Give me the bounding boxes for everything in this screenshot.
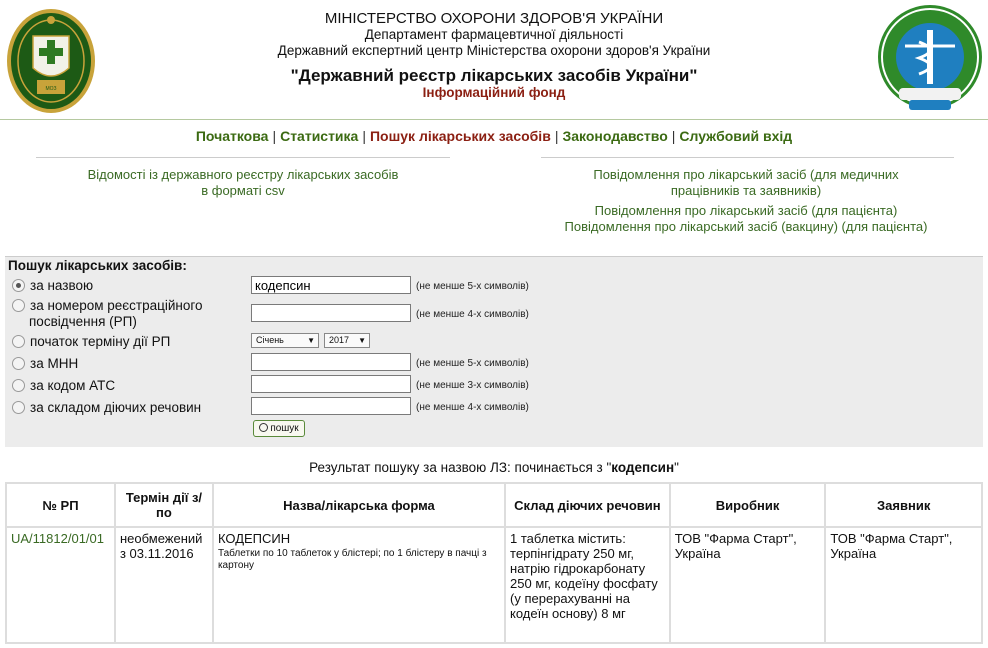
radio-by-atc-dot[interactable] (12, 379, 25, 392)
radio-by-start-date-dot[interactable] (12, 335, 25, 348)
nav-drug-search[interactable]: Пошук лікарських засобів (369, 128, 551, 144)
radio-by-ingredients[interactable] (12, 400, 201, 415)
header-rp: № РП (6, 483, 115, 527)
inn-hint: (не менше 5-х символів) (416, 358, 529, 369)
nav-legislation[interactable]: Законодавство (562, 128, 668, 144)
result-caption-query: кодепсин (611, 460, 675, 475)
ingredients-input[interactable] (251, 397, 411, 415)
year-select[interactable] (324, 333, 370, 348)
nav-statistics[interactable]: Статистика (280, 128, 359, 144)
notice-patient-link[interactable]: Повідомлення про лікарський засіб (для пацієнта) (594, 203, 898, 218)
csv-link[interactable] (36, 167, 450, 199)
main-nav: Початкова | Статистика | Пошук лікарських засобів | Законодавство | Службовий вхід (195, 128, 793, 144)
links-divider-left (36, 157, 450, 158)
svg-text:МОЗ: МОЗ (45, 86, 57, 92)
year-select-value: 2017 (329, 335, 350, 345)
radio-by-atc[interactable] (12, 378, 115, 393)
radio-by-registration-label2: посвідчення (РП) (29, 314, 137, 329)
csv-link-line2[interactable]: в форматі csv (201, 183, 285, 198)
name-input[interactable] (251, 276, 411, 294)
chevron-down-icon: ▼ (307, 336, 315, 345)
cell-applicant: ТОВ "Фарма Старт", Україна (825, 527, 982, 643)
result-caption-prefix: Результат пошуку за назвою ЛЗ: починається з " (309, 460, 612, 475)
registry-title: "Державний реєстр лікарських засобів України" (290, 66, 698, 85)
atc-input[interactable] (251, 375, 411, 393)
department-title: Департамент фармацевтичної діяльності (364, 27, 624, 42)
radio-by-name[interactable] (12, 278, 93, 293)
radio-by-registration[interactable] (12, 298, 202, 330)
radio-by-name-dot[interactable] (12, 279, 25, 292)
header-name: Назва/лікарська форма (213, 483, 505, 527)
header-composition: Склад діючих речовин (505, 483, 670, 527)
cell-manufacturer: ТОВ "Фарма Старт", Україна (670, 527, 826, 643)
name-hint: (не менше 5-х символів) (416, 281, 529, 292)
rp-link[interactable]: UA/11812/01/01 (11, 531, 104, 546)
atc-hint: (не менше 3-х символів) (416, 380, 529, 391)
radio-by-registration-label1: за номером реєстраційного (30, 298, 203, 313)
table-header-row (6, 483, 982, 527)
drug-name: КОДЕПСИН (217, 531, 291, 546)
registration-input[interactable] (251, 304, 411, 322)
cell-name (213, 527, 505, 643)
search-icon (259, 423, 268, 432)
csv-link-line1[interactable]: Відомості із державного реєстру лікарських засобів (87, 167, 399, 182)
cell-rp[interactable] (6, 527, 115, 643)
radio-by-name-label: за назвою (30, 278, 94, 293)
radio-by-inn-dot[interactable] (12, 357, 25, 370)
month-select[interactable] (251, 333, 319, 348)
radio-by-start-date-label: початок терміну дії РП (30, 334, 171, 349)
notice-vaccine-link[interactable]: Повідомлення про лікарський засіб (вакцину) (для пацієнта) (564, 219, 928, 234)
notice-medical-line1[interactable]: Повідомлення про лікарський засіб (для медичних (593, 167, 899, 182)
month-select-value: Січень (256, 335, 284, 345)
result-caption (0, 460, 988, 475)
ministry-title: МІНІСТЕРСТВО ОХОРОНИ ЗДОРОВ'Я УКРАЇНИ (324, 10, 664, 27)
table-row (6, 527, 982, 643)
links-divider-right (541, 157, 954, 158)
chevron-down-icon: ▼ (358, 336, 366, 345)
center-title: Державний експертний центр Міністерства охорони здоров'я України (277, 43, 711, 58)
header-manufacturer: Виробник (670, 483, 826, 527)
search-title: Пошук лікарських засобів: (8, 258, 187, 273)
radio-by-inn-label: за МНН (30, 356, 79, 371)
radio-by-start-date[interactable] (12, 334, 170, 349)
radio-by-atc-label: за кодом АТС (30, 378, 116, 393)
cell-term: необмежений з 03.11.2016 (115, 527, 213, 643)
registration-hint: (не менше 4-х символів) (416, 309, 529, 320)
cell-composition: 1 таблетка містить: терпінгідрату 250 мг, натрію гідрокарбонату 250 мг, кодеїну фосфату (у перерахуванні на кодеїн основу) 8 мг (505, 527, 670, 643)
inn-input[interactable] (251, 353, 411, 371)
result-caption-suffix: " (674, 460, 679, 475)
page-subtitle: Інформаційний фонд (422, 85, 566, 100)
header-term: Термін дії з/ по (115, 483, 213, 527)
results-table (5, 482, 983, 644)
search-button-label: пошук (270, 423, 299, 434)
nav-home[interactable]: Початкова (195, 128, 269, 144)
radio-by-inn[interactable] (12, 356, 78, 371)
radio-by-registration-dot[interactable] (12, 299, 25, 312)
radio-by-ingredients-label: за складом діючих речовин (30, 400, 202, 415)
header-applicant: Заявник (825, 483, 982, 527)
notice-links (534, 167, 958, 235)
header-divider (0, 119, 988, 120)
ingredients-hint: (не менше 4-х символів) (416, 402, 529, 413)
search-button[interactable] (253, 420, 305, 437)
drug-form: Таблетки по 10 таблеток у блістері; по 1 блістеру в пачці з картону (217, 548, 487, 571)
nav-service-login[interactable]: Службовий вхід (679, 128, 793, 144)
radio-by-ingredients-dot[interactable] (12, 401, 25, 414)
notice-medical-line2[interactable]: працівників та заявників) (670, 183, 822, 198)
